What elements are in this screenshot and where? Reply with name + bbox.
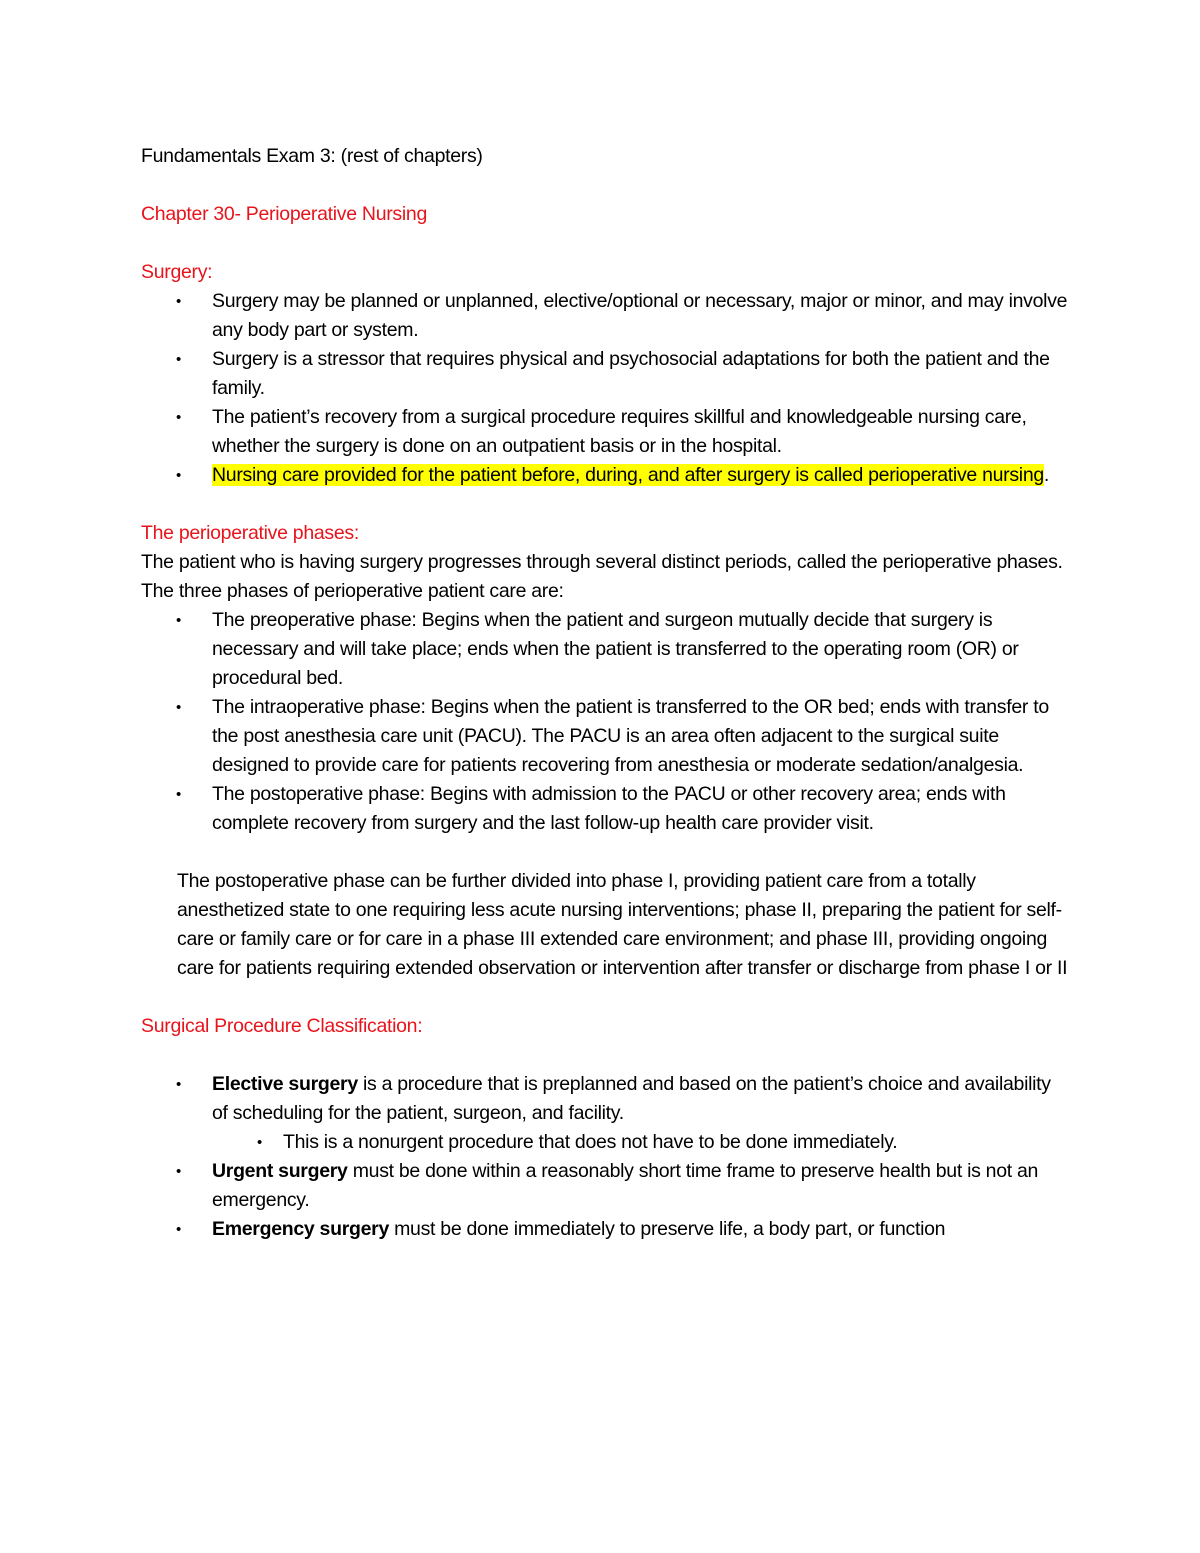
list-item: • Surgery is a stressor that requires physical and psychosocial adaptations for both the patient and the family.: [212, 345, 1071, 403]
urgent-text: must be done within a reasonably short time frame to preserve health but is not an emergency.: [212, 1160, 1039, 1211]
phases-heading: The perioperative phases:: [141, 522, 359, 544]
postop-paragraph: The postoperative phase can be further divided into phase I, providing patient care from a totally anesthetized state to one requiring less acute nursing interventions; phase II, preparing the patient for self-care or family care or for care in a phase III extended care environment; and phase III, providing ongoing care for patients requiring extended observation or intervention after transfer or discharge from phase I or II: [177, 870, 1068, 979]
phases-intro: The patient who is having surgery progresses through several distinct periods, called the perioperative phases.: [141, 551, 1063, 573]
document-title: Fundamentals Exam 3: (rest of chapters): [141, 145, 483, 167]
emergency-text: must be done immediately to preserve life, a body part, or function: [389, 1218, 946, 1240]
surgery-bullet-list: [141, 287, 1071, 490]
list-item: [212, 1157, 1071, 1215]
surgery-heading: Surgery:: [141, 261, 213, 283]
definition-period: .: [1043, 464, 1050, 486]
elective-text: is a procedure that is preplanned and based on the patient’s choice and availability of scheduling for the patient, surgeon, and facility.: [212, 1073, 1051, 1124]
list-item: • The intraoperative phase: Begins when the patient is transferred to the OR bed; ends with transfer to the post anesthesia care unit (PACU). The PACU is an area often adjacent to the surgical suite designed to provide care for patients recovering from anesthesia or moderate sedation/analgesia.: [212, 693, 1071, 780]
phases-bullet-list: [141, 606, 1071, 838]
classification-bullet-list: [141, 1070, 1071, 1244]
urgent-term: Urgent surgery: [212, 1160, 348, 1182]
highlighted-definition: Nursing care provided for the patient before, during, and after surgery is called perioperative nursing: [212, 464, 1044, 486]
elective-term: Elective surgery: [212, 1073, 358, 1095]
chapter-title: Chapter 30- Perioperative Nursing: [141, 203, 427, 225]
list-item: • The patient’s recovery from a surgical procedure requires skillful and knowledgeable nursing care, whether the surgery is done on an outpatient basis or in the hospital.: [212, 403, 1071, 461]
list-item: • Surgery may be planned or unplanned, elective/optional or necessary, major or minor, and may involve any body part or system.: [212, 287, 1071, 345]
list-item: • This is a nonurgent procedure that does not have to be done immediately.: [283, 1128, 1071, 1157]
list-item: • The postoperative phase: Begins with admission to the PACU or other recovery area; ends with complete recovery from surgery and the last follow-up health care provider visit.: [212, 780, 1071, 838]
classification-heading: Surgical Procedure Classification:: [141, 1015, 423, 1037]
phases-intro-2: The three phases of perioperative patient care are:: [141, 580, 564, 602]
emergency-term: Emergency surgery: [212, 1218, 389, 1240]
document-body: [141, 142, 1071, 1244]
list-item: [212, 1070, 1071, 1157]
list-item: [212, 1215, 1071, 1244]
elective-sub-list: [212, 1128, 1071, 1157]
list-item: • The preoperative phase: Begins when the patient and surgeon mutually decide that surgery is necessary and will take place; ends when the patient is transferred to the operating room (OR) or procedural bed.: [212, 606, 1071, 693]
list-item: [212, 461, 1071, 490]
